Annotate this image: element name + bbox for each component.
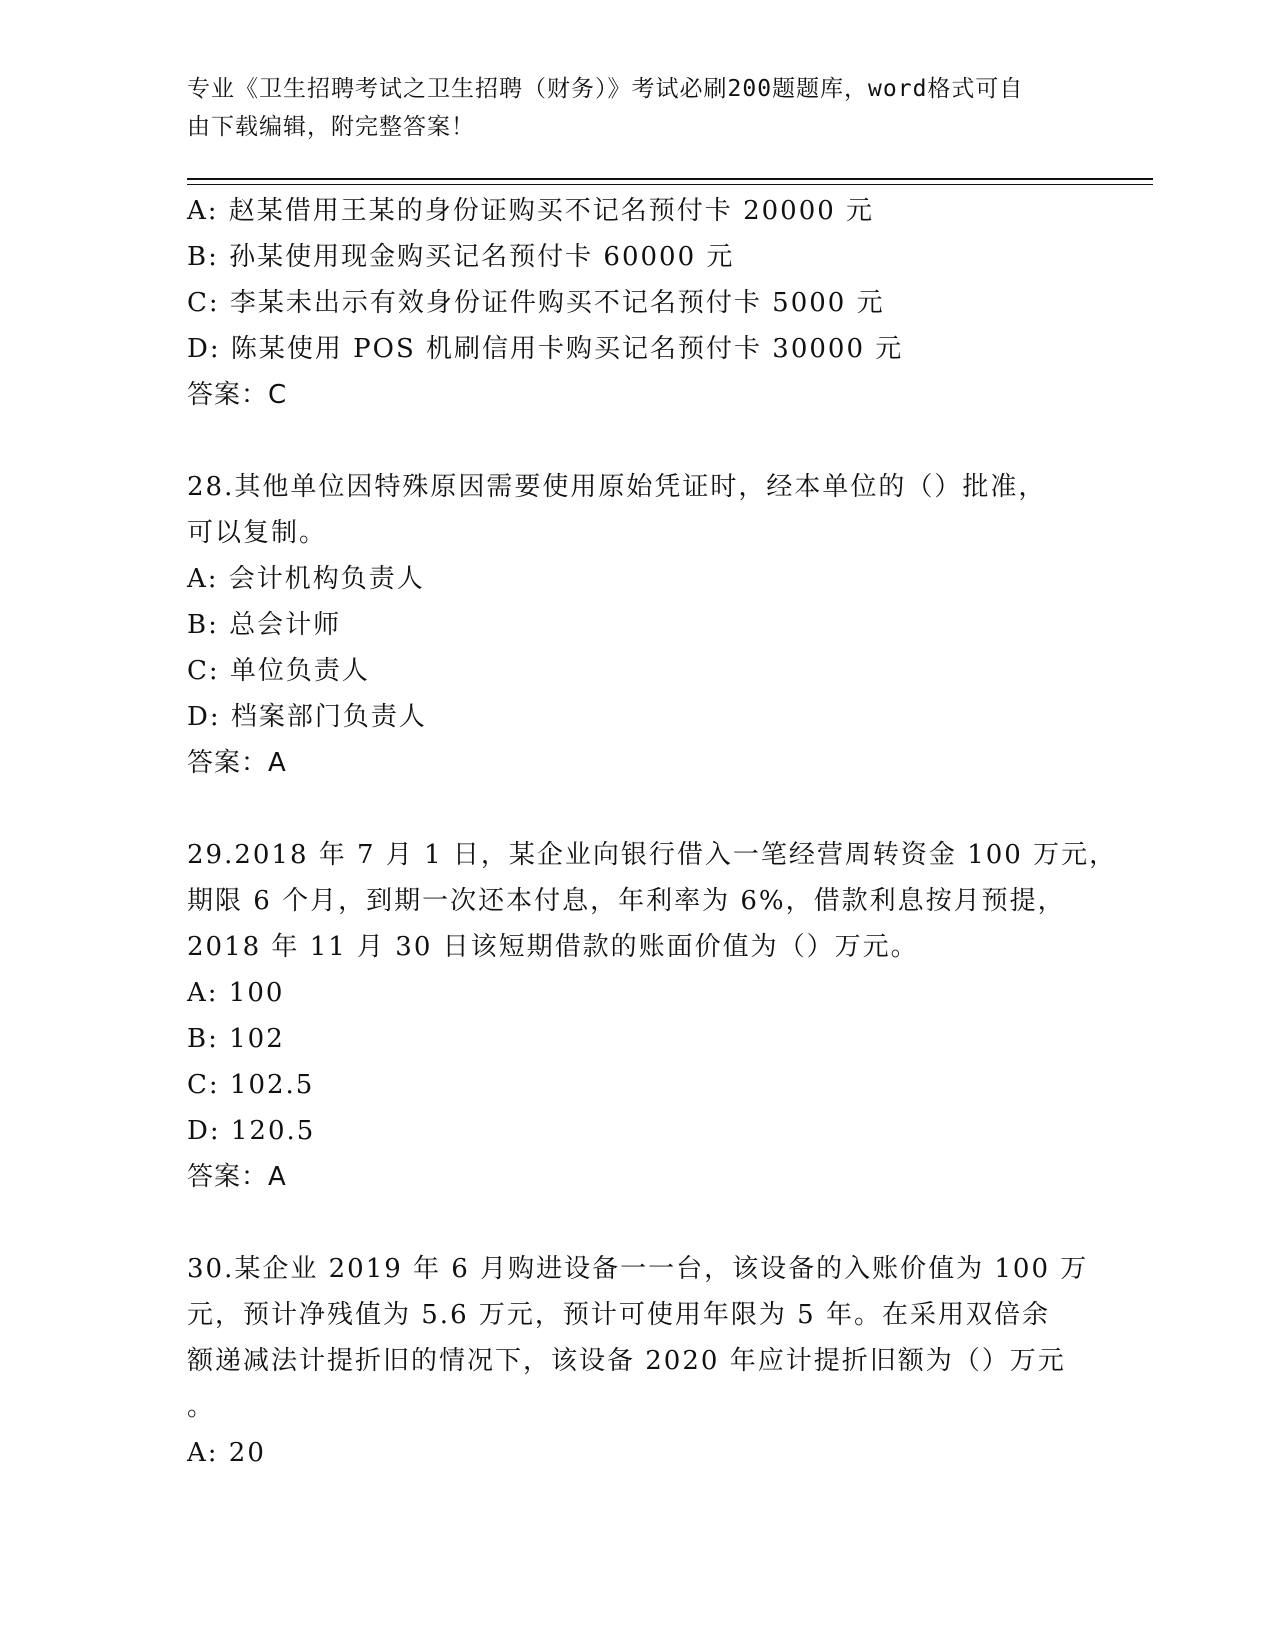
spacer [187, 418, 1087, 464]
option-c: C: 单位负责人 [187, 656, 370, 686]
spacer [187, 786, 1087, 832]
option-a: A: 100 [187, 978, 285, 1008]
question-29 [187, 832, 1118, 1200]
answer-line: 答案：A [187, 1162, 287, 1192]
question-30 [187, 1246, 1087, 1476]
option-c: C: 102.5 [187, 1070, 315, 1100]
option-a: A: 会计机构负责人 [187, 564, 425, 594]
option-d: D: 120.5 [187, 1116, 316, 1146]
question-stem-line: 2018 年 11 月 30 日该短期借款的账面价值为（）万元。 [187, 932, 919, 962]
answer-line: 答案：C [187, 380, 288, 410]
header-line-1: 专业《卫生招聘考试之卫生招聘（财务）》考试必刷200题题库，word格式可自 [187, 76, 1024, 102]
option-b: B: 102 [187, 1024, 285, 1054]
question-stem-line: 元，预计净残值为 5.6 万元，预计可使用年限为 5 年。在采用双倍余 [187, 1300, 1050, 1330]
header-line-2: 由下载编辑，附完整答案！ [187, 114, 475, 140]
option-c: C: 李某未出示有效身份证件购买不记名预付卡 5000 元 [187, 288, 885, 318]
question-stem-line: 。 [187, 1392, 216, 1422]
document-header [187, 70, 1067, 146]
question-27 [187, 188, 1087, 418]
option-d: D: 陈某使用 POS 机刷信用卡购买记名预付卡 30000 元 [187, 334, 904, 364]
answer-line: 答案：A [187, 748, 287, 778]
question-stem-line: 28.其他单位因特殊原因需要使用原始凭证时，经本单位的（）批准， [187, 472, 1047, 502]
option-b: B: 总会计师 [187, 610, 342, 640]
option-b: B: 孙某使用现金购买记名预付卡 60000 元 [187, 242, 735, 272]
header-divider [187, 178, 1153, 185]
option-d: D: 档案部门负责人 [187, 702, 427, 732]
question-stem-line: 可以复制。 [187, 518, 328, 548]
question-28 [187, 464, 1087, 786]
question-list [187, 188, 1118, 1476]
question-stem-line: 30.某企业 2019 年 6 月购进设备一一台，该设备的入账价值为 100 万 [187, 1254, 1089, 1284]
question-stem-line: 额递减法计提折旧的情况下，该设备 2020 年应计提折旧额为（）万元 [187, 1346, 1066, 1376]
question-stem-line: 29.2018 年 7 月 1 日，某企业向银行借入一笔经营周转资金 100 万元， [187, 840, 1118, 870]
option-a: A: 20 [187, 1438, 266, 1468]
question-stem-line: 期限 6 个月，到期一次还本付息，年利率为 6%，借款利息按月预提， [187, 886, 1066, 916]
spacer [187, 1200, 1087, 1246]
option-a: A: 赵某借用王某的身份证购买不记名预付卡 20000 元 [187, 196, 875, 226]
